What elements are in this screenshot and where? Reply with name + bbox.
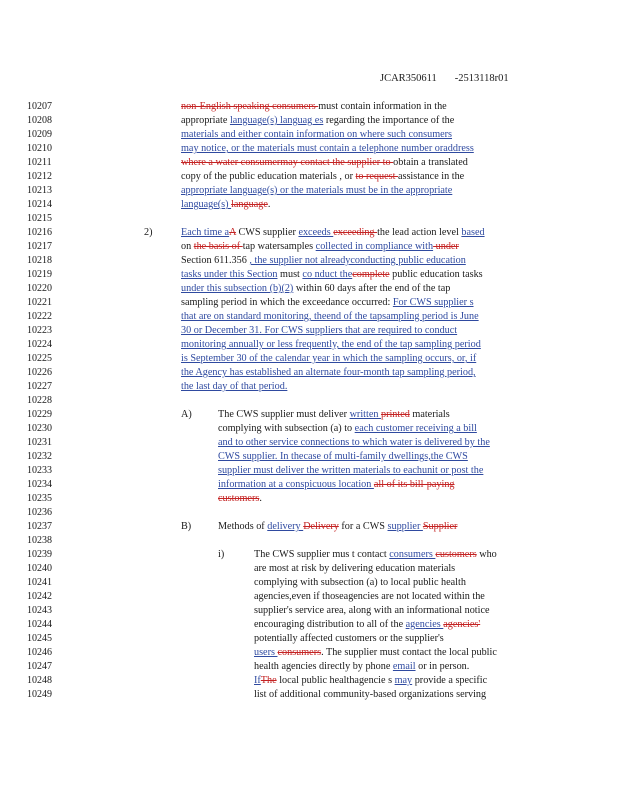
- line-number: 10216: [27, 227, 52, 238]
- text-line: [218, 493, 262, 504]
- inserted-text: under this subsection (b)(2): [181, 283, 294, 294]
- inserted-text: and to other service connections to which water is delivered by the: [218, 437, 490, 448]
- text-run: copy of the public education materials , or: [181, 171, 356, 182]
- line-number: 10246: [27, 647, 52, 658]
- line-number: 10218: [27, 255, 52, 266]
- text-line: [254, 591, 485, 602]
- text-run: local public healthagencie s: [276, 675, 395, 686]
- inserted-text: email: [392, 661, 416, 672]
- line-number: 10241: [27, 577, 52, 588]
- line-number: 10245: [27, 633, 52, 644]
- text-run: tap watersamples: [242, 241, 316, 252]
- text-run: encouraging distribution to all of the: [254, 619, 406, 630]
- line-number: 10228: [27, 395, 52, 406]
- subsection-marker-i: i): [218, 549, 225, 560]
- text-line: [181, 297, 474, 308]
- deleted-text: customers: [218, 493, 260, 504]
- inserted-text: CWS supplier. In thecase of multi-family dwellings,the CWS: [218, 451, 468, 462]
- text-run: on: [181, 241, 194, 252]
- text-run: health agencies directly by phone: [254, 661, 393, 672]
- line-number: 10211: [27, 157, 52, 168]
- text-line: [181, 353, 476, 364]
- deleted-text: non-English speaking consumers: [181, 101, 319, 112]
- text-run: . The supplier must contact the local public: [321, 647, 497, 658]
- text-line: [254, 675, 487, 686]
- line-number: 10243: [27, 605, 52, 616]
- text-line: [218, 521, 457, 532]
- line-number: 10244: [27, 619, 52, 630]
- deleted-text: consumers: [277, 647, 322, 658]
- text-line: [218, 437, 490, 448]
- text-line: [254, 661, 469, 672]
- deleted-text: The: [260, 675, 277, 686]
- text-line: [181, 157, 468, 168]
- inserted-text: the last day of that period.: [181, 381, 288, 392]
- inserted-text: language(s): [181, 199, 232, 210]
- text-line: [181, 283, 450, 294]
- line-number: 10213: [27, 185, 52, 196]
- text-run: .: [259, 493, 262, 504]
- page-header: [380, 73, 509, 84]
- inserted-text: that are on standard monitoring, theend of the tapsampling period is June: [181, 311, 479, 322]
- text-run: list of additional community-based organizations serving: [254, 689, 487, 700]
- line-number: 10247: [27, 661, 52, 672]
- line-number: 10210: [27, 143, 52, 154]
- line-number: 10240: [27, 563, 52, 574]
- text-line: [181, 241, 459, 252]
- inserted-text: information at a conspicuous location: [218, 479, 374, 490]
- text-run: agencies,even if thoseagencies are not located within the: [254, 591, 485, 602]
- text-run: CWS supplier: [235, 227, 299, 238]
- inserted-text: is September 30 of the calendar year in which the sampling occurs, or, if: [181, 353, 477, 364]
- text-line: [181, 115, 454, 126]
- line-number: 10221: [27, 297, 52, 308]
- text-line: [181, 185, 452, 196]
- text-line: [254, 647, 497, 658]
- text-line: [181, 367, 476, 378]
- text-run: are most at risk by delivering education materials: [254, 563, 456, 574]
- text-line: [218, 465, 483, 476]
- inserted-text: 30 or December 31. For CWS suppliers that are required to conduct: [181, 325, 458, 336]
- line-number: 10214: [27, 199, 52, 210]
- deleted-text: language: [231, 199, 268, 210]
- text-line: [181, 325, 457, 336]
- text-line: [254, 605, 490, 616]
- inserted-text: the Agency has established an alternate four-month tap sampling period,: [181, 367, 476, 378]
- inserted-text: language(s) languag es: [229, 115, 324, 126]
- text-run: must: [277, 269, 303, 280]
- text-line: [181, 227, 485, 238]
- text-run: Methods of: [218, 521, 268, 532]
- text-line: [254, 689, 486, 700]
- inserted-text: may: [394, 675, 413, 686]
- text-line: [181, 269, 483, 280]
- line-number: 10209: [27, 129, 52, 140]
- deleted-text: printed: [380, 409, 410, 420]
- text-run: assistance in the: [397, 171, 465, 182]
- revision-id: -2513118r01: [454, 73, 509, 84]
- text-run: obtain a translated: [393, 157, 468, 168]
- text-line: [218, 479, 455, 490]
- text-run: complying with subsection (a) to local public health: [254, 577, 466, 588]
- line-number: 10239: [27, 549, 52, 560]
- deleted-text: customers: [435, 549, 477, 560]
- deleted-text: to request: [355, 171, 398, 182]
- line-number: 10227: [27, 381, 52, 392]
- inserted-text: agencies: [405, 619, 444, 630]
- text-run: The CWS supplier must deliver: [218, 409, 350, 420]
- inserted-text: tasks under this Section: [181, 269, 278, 280]
- line-number: 10207: [27, 101, 52, 112]
- text-run: or in person.: [415, 661, 470, 672]
- inserted-text: may notice, or the materials must contain a telephone number oraddress: [181, 143, 474, 154]
- line-number: 10222: [27, 311, 52, 322]
- text-line: [218, 409, 450, 420]
- text-line: [254, 619, 480, 630]
- text-run: The CWS supplier mus t contact: [254, 549, 390, 560]
- text-line: [181, 255, 466, 266]
- line-number: 10234: [27, 479, 52, 490]
- text-line: [181, 381, 287, 392]
- deleted-text: Delivery: [303, 521, 339, 532]
- inserted-text: collected in compliance with: [315, 241, 434, 252]
- line-number: 10242: [27, 591, 52, 602]
- line-number: 10217: [27, 241, 52, 252]
- inserted-text: exceeds: [298, 227, 334, 238]
- text-line: [181, 339, 481, 350]
- inserted-text: materials and either contain information on where such consumers: [181, 129, 453, 140]
- inserted-text: supplier: [387, 521, 423, 532]
- subsection-marker-a: A): [181, 409, 192, 420]
- line-number: 10225: [27, 353, 52, 364]
- deleted-text: agencies': [443, 619, 481, 630]
- inserted-text: consumers: [389, 549, 436, 560]
- line-number: 10223: [27, 325, 52, 336]
- line-number: 10229: [27, 409, 52, 420]
- subsection-marker-b: B): [181, 521, 192, 532]
- line-number: 10208: [27, 115, 52, 126]
- inserted-text: , the supplier not alreadyconducting public education: [249, 255, 466, 266]
- text-line: [254, 563, 455, 574]
- text-run: public education tasks: [389, 269, 483, 280]
- deleted-text: the basis of: [193, 241, 243, 252]
- deleted-text: where a water consumermay contact the supplier to: [181, 157, 394, 168]
- line-number: 10248: [27, 675, 52, 686]
- text-line: [218, 451, 468, 462]
- deleted-text: all of its bill-paying: [373, 479, 455, 490]
- text-line: [181, 311, 479, 322]
- text-line: [181, 129, 452, 140]
- text-line: [181, 171, 464, 182]
- text-run: .: [267, 199, 271, 210]
- inserted-text: based: [461, 227, 485, 238]
- text-run: for a CWS: [338, 521, 388, 532]
- line-number: 10224: [27, 339, 52, 350]
- deleted-text: exceeding: [333, 227, 378, 238]
- inserted-text: each customer receiving a bill: [354, 423, 477, 434]
- text-run: supplier's service area, along with an informational notice: [254, 605, 490, 616]
- text-run: the lead action level: [377, 227, 462, 238]
- text-run: complying with subsection (a) to: [218, 423, 355, 434]
- inserted-text: Each time a: [181, 227, 230, 238]
- line-number: 10220: [27, 283, 52, 294]
- deleted-text: complete: [352, 269, 390, 280]
- deleted-text: under: [433, 241, 459, 252]
- inserted-text: For CWS supplier s: [392, 297, 474, 308]
- line-number: 10219: [27, 269, 52, 280]
- line-number: 10238: [27, 535, 52, 546]
- line-number: 10236: [27, 507, 52, 518]
- line-number: 10226: [27, 367, 52, 378]
- text-run: materials: [409, 409, 450, 420]
- line-number: 10232: [27, 451, 52, 462]
- line-number: 10233: [27, 465, 52, 476]
- line-number: 10230: [27, 423, 52, 434]
- text-line: [181, 199, 270, 210]
- text-run: Section 611.356: [181, 255, 250, 266]
- text-run: within 60 days after the end of the tap: [293, 283, 451, 294]
- inserted-text: delivery: [267, 521, 304, 532]
- text-line: [181, 101, 447, 112]
- text-run: regarding the importance of the: [323, 115, 455, 126]
- deleted-text: A: [229, 227, 236, 238]
- text-line: [181, 143, 474, 154]
- document-id: JCAR350611: [380, 73, 437, 84]
- inserted-text: monitoring annually or less frequently, the end of the tap sampling period: [181, 339, 481, 350]
- text-line: [254, 577, 466, 588]
- text-line: [218, 423, 477, 434]
- deleted-text: Supplier: [422, 521, 458, 532]
- line-number: 10235: [27, 493, 52, 504]
- line-number: 10215: [27, 213, 52, 224]
- text-run: provide a specific: [412, 675, 488, 686]
- line-number: 10237: [27, 521, 52, 532]
- inserted-text: If: [254, 675, 261, 686]
- subsection-marker-2: 2): [144, 227, 153, 238]
- inserted-text: appropriate language(s) or the materials must be in the appropriate: [181, 185, 453, 196]
- text-run: potentially affected customers or the supplier's: [254, 633, 444, 644]
- text-run: must contain information in the: [318, 101, 447, 112]
- line-number: 10231: [27, 437, 52, 448]
- inserted-text: supplier must deliver the written materials to eachunit or post the: [218, 465, 484, 476]
- text-line: [254, 549, 497, 560]
- line-number: 10249: [27, 689, 52, 700]
- text-line: [254, 633, 444, 644]
- line-number: 10212: [27, 171, 52, 182]
- inserted-text: written: [349, 409, 381, 420]
- inserted-text: users: [254, 647, 278, 658]
- text-run: sampling period in which the exceedance occurred:: [181, 297, 393, 308]
- text-run: who: [476, 549, 497, 560]
- text-run: appropriate: [181, 115, 230, 126]
- inserted-text: co nduct the: [302, 269, 353, 280]
